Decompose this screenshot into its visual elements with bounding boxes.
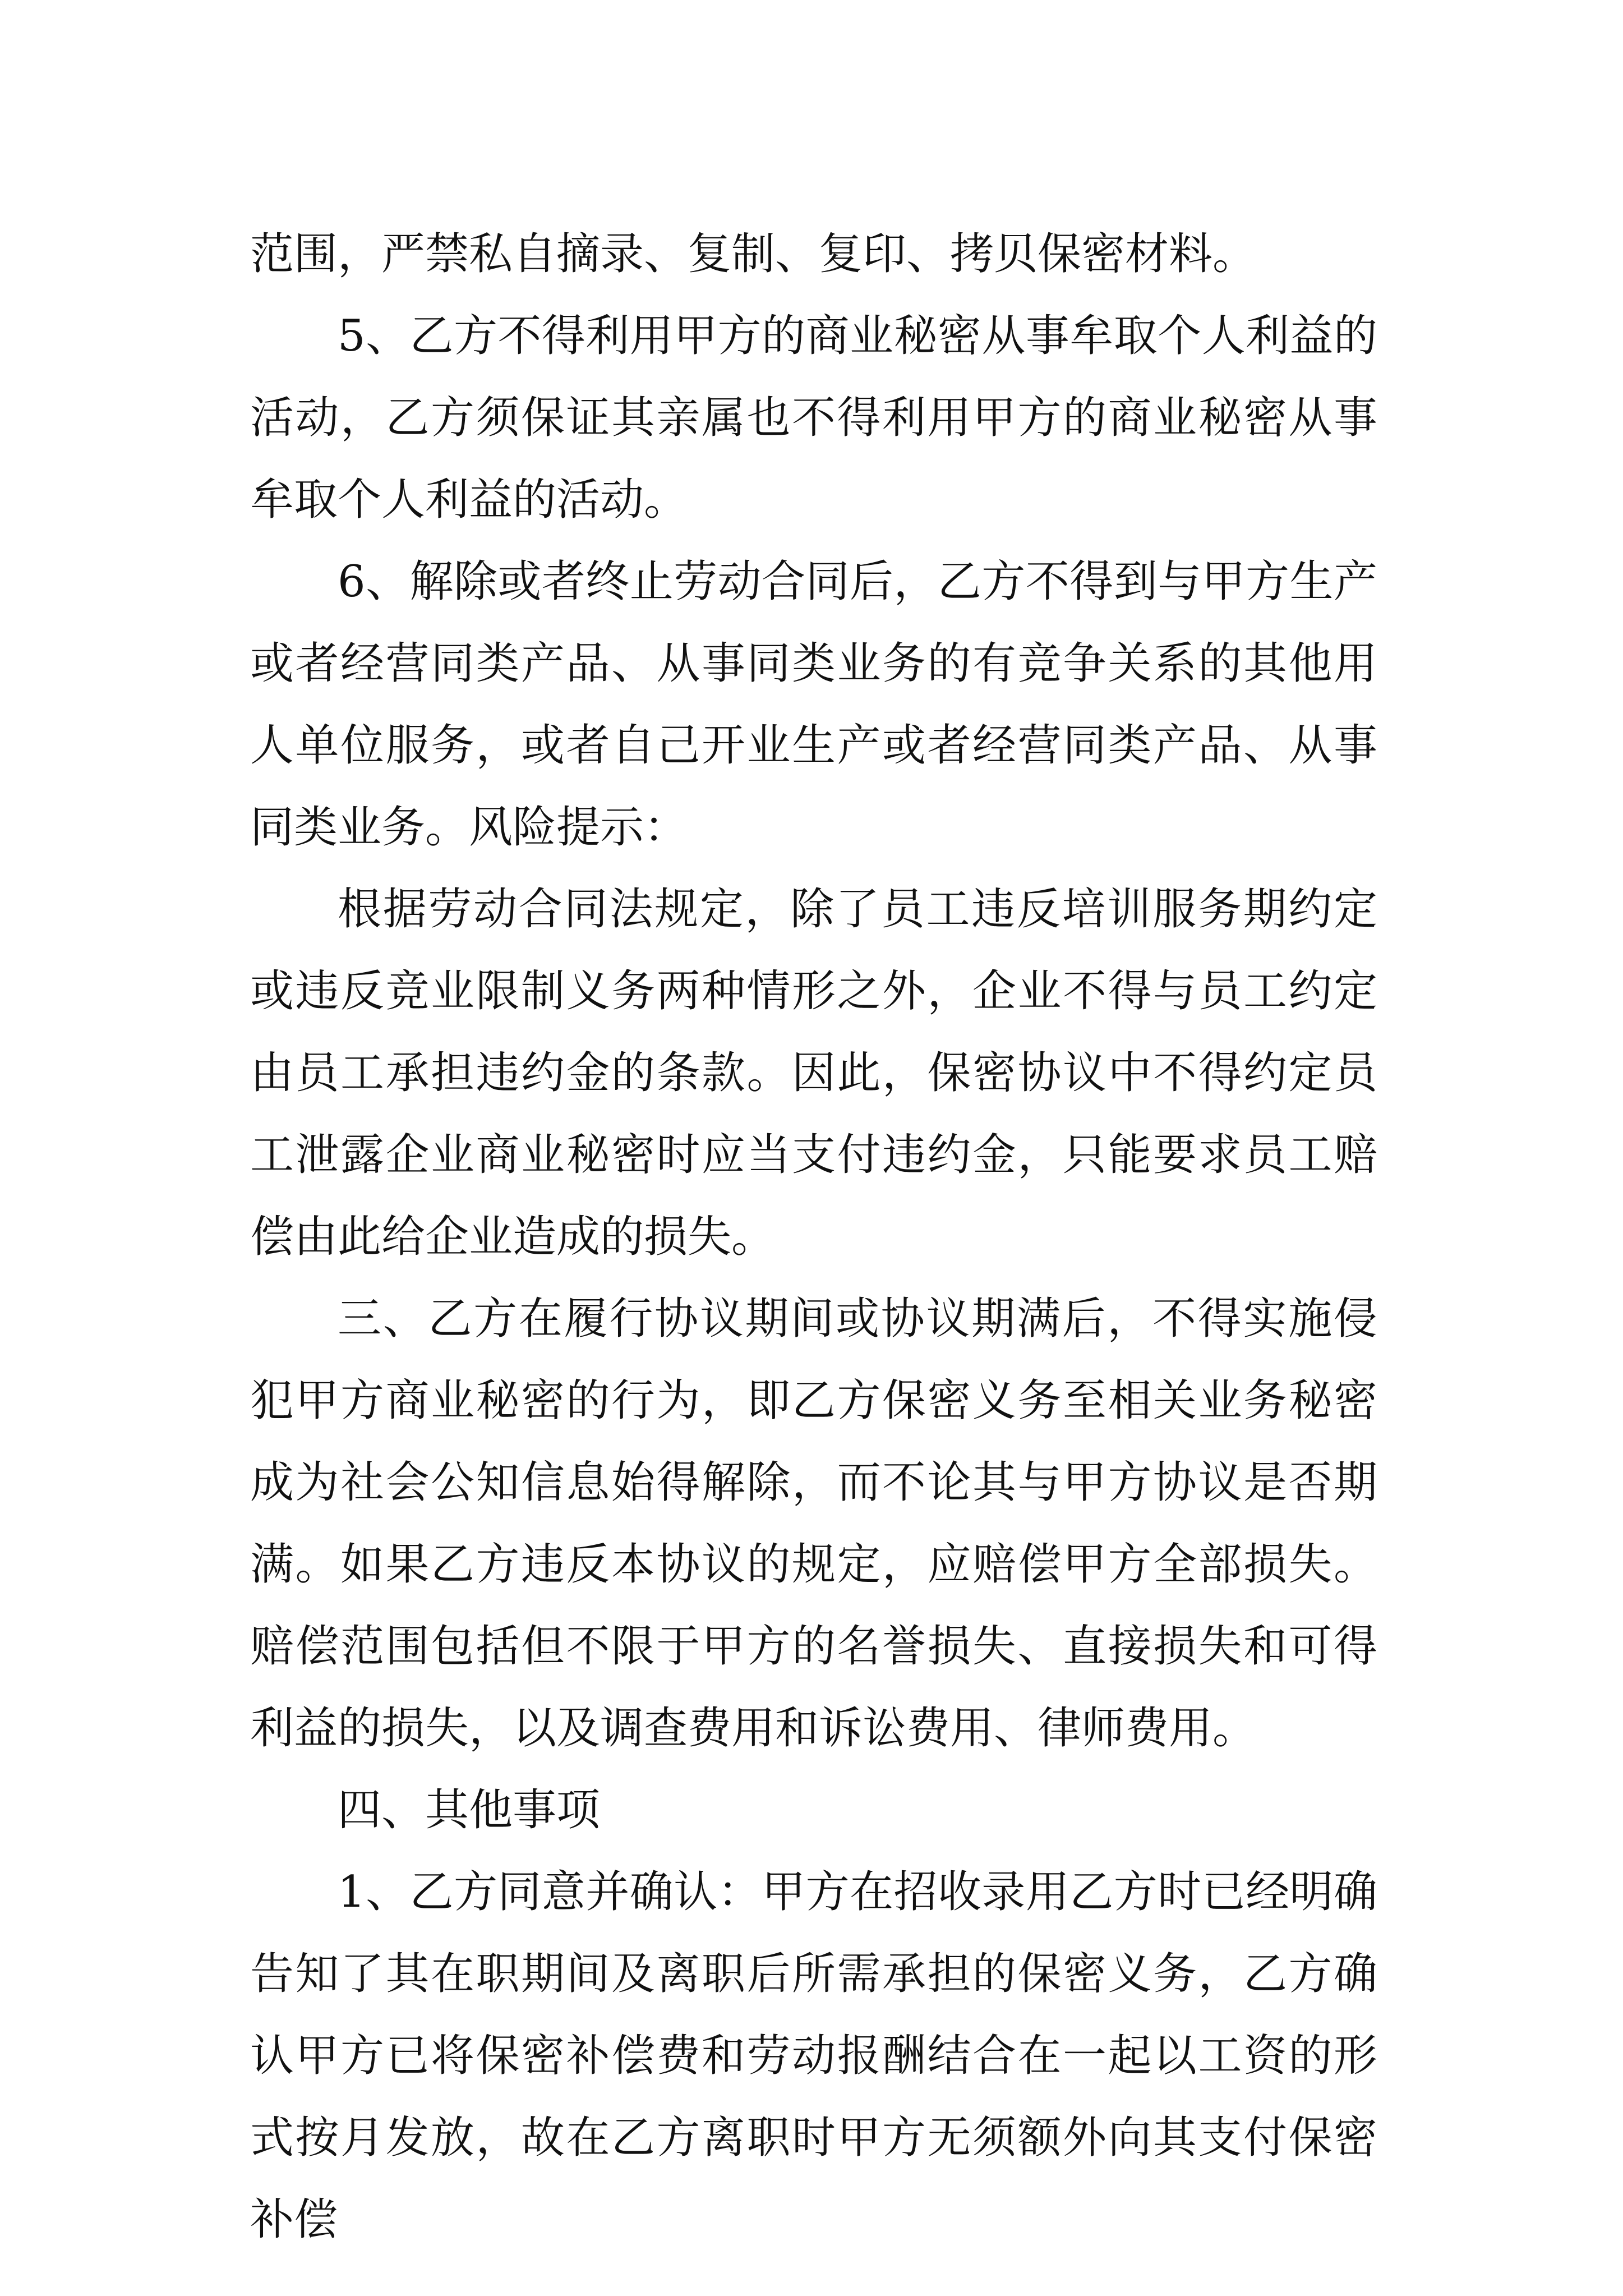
paragraph-risk-note: 根据劳动合同法规定，除了员工违反培训服务期约定或违反竞业限制义务两种情形之外，企业不得与员工约定由员工承担违约金的条款。因此，保密协议中不得约定员工泄露企业商业秘密时应当支付违约金，只能要求员工赔偿由此给企业造成的损失。 xyxy=(250,884,1377,1262)
paragraph-other-1: 1、乙方同意并确认：甲方在招收录用乙方时已经明确告知了其在职期间及离职后所需承担的保密义务，乙方确认甲方已将保密补偿费和劳动报酬结合在一起以工资的形式按月发放，故在乙方离职时甲方无须额外向其支付保密补偿 xyxy=(250,1867,1377,2245)
paragraph-clause-5: 5、乙方不得利用甲方的商业秘密从事牟取个人利益的活动，乙方须保证其亲属也不得利用甲方的商业秘密从事牟取个人利益的活动。 xyxy=(250,311,1377,525)
section-heading-other-matters: 四、其他事项 xyxy=(338,1785,601,1835)
paragraph-section-3: 三、乙方在履行协议期间或协议期满后，不得实施侵犯甲方商业秘密的行为，即乙方保密义务至相关业务秘密成为社会公知信息始得解除，而不论其与甲方协议是否期满。如果乙方违反本协议的规定，应赔偿甲方全部损失。赔偿范围包括但不限于甲方的名誉损失、直接损失和可得利益的损失，以及调查费用和诉讼费用、律师费用。 xyxy=(250,1294,1377,1754)
paragraph-continuation: 范围，严禁私自摘录、复制、复印、拷贝保密材料。 xyxy=(250,229,1257,279)
paragraph-clause-6: 6、解除或者终止劳动合同后，乙方不得到与甲方生产或者经营同类产品、从事同类业务的有竞争关系的其他用人单位服务，或者自己开业生产或者经营同类产品、从事同类业务。风险提示： xyxy=(250,556,1377,853)
document-body xyxy=(250,213,1377,2261)
